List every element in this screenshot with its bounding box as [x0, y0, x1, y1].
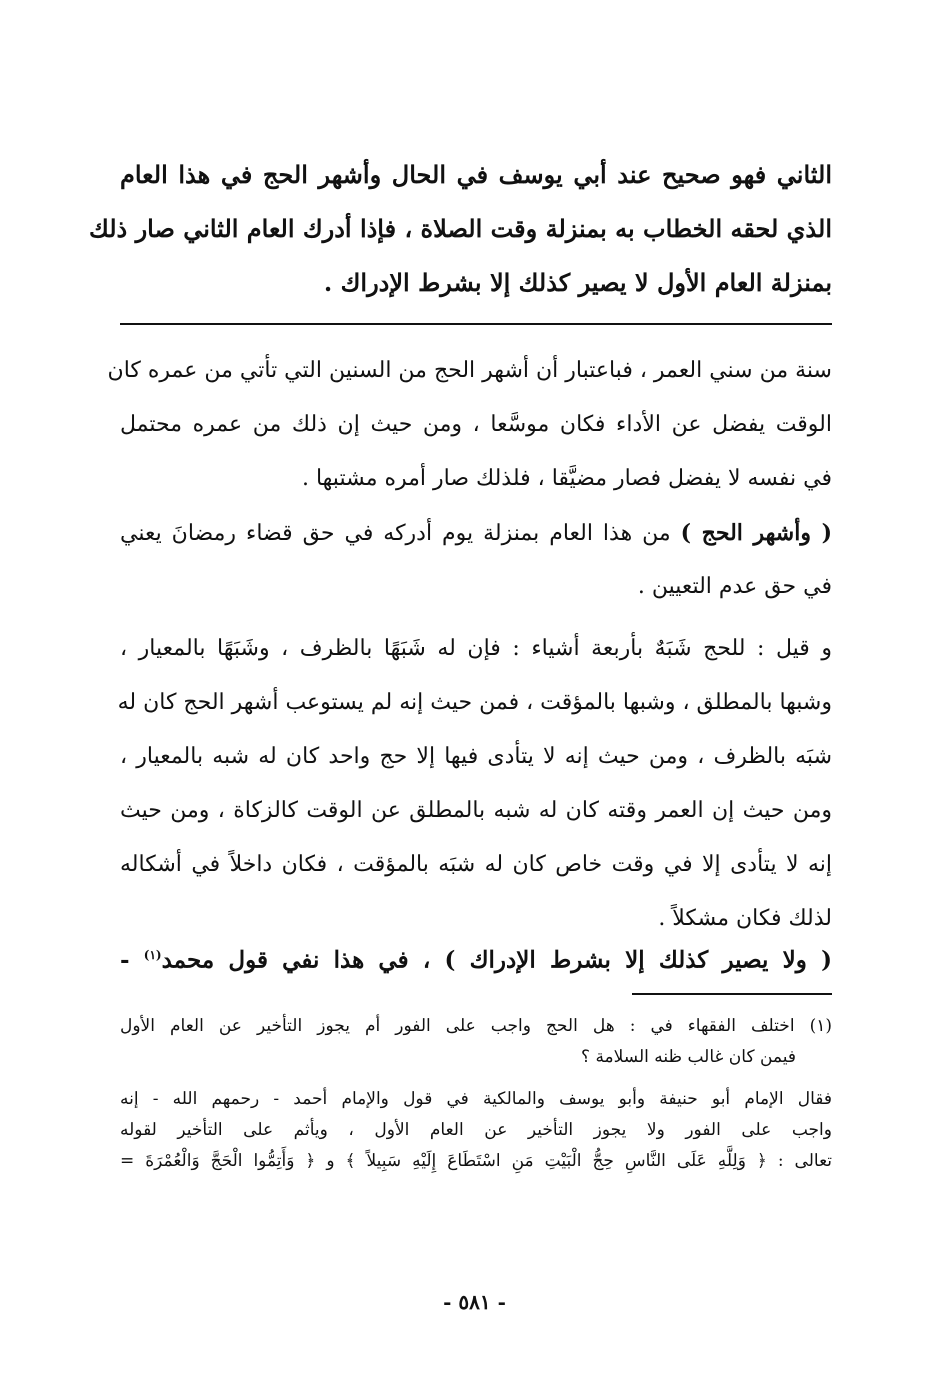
quoted-phrase: ( وأشهر الحج ) — [680, 520, 832, 546]
footnote-reference: (١) — [143, 948, 162, 962]
commentary-line: شبَه بالظرف ، ومن حيث إنه لا يتأدى فيها إلا حج واحد كان له شبه بالمعيار ، — [120, 744, 832, 769]
main-text-line: بمنزلة العام الأول لا يصير كذلك إلا بشرط الإدراك . — [323, 268, 832, 297]
commentary-line: إنه لا يتأدى إلا في وقت خاص كان له شبَه بالمؤقت ، فكان داخلاً في أشكاله — [120, 852, 832, 877]
footnote-text: اختلف الفقهاء في : هل الحج واجب على الفور أم يجوز التأخير عن العام الأول — [120, 1016, 795, 1036]
commentary-line: سنة من سني العمر ، فباعتبار أن أشهر الحج من السنين التي تأتي من عمره كان — [107, 358, 832, 383]
footnote-line — [120, 1011, 832, 1042]
commentary-text: في هذا نفي قول محمد — [161, 946, 409, 974]
commentary-line: وشبها بالمطلق ، وشبها بالمؤقت ، فمن حيث إنه لم يستوعب أشهر الحج كان له — [117, 690, 832, 715]
page-number: - ٥٨١ - — [443, 1290, 506, 1314]
commentary-paragraph-4 — [120, 928, 832, 982]
commentary-line: الوقت يفضل عن الأداء فكان موسَّعا ، ومن حيث إن ذلك من عمره محتمل — [120, 412, 832, 437]
footnote-paragraph-2 — [120, 1084, 832, 1177]
footnote-paragraph-1 — [120, 1011, 832, 1073]
quoted-phrase: ( ولا يصير كذلك إلا بشرط الإدراك ) ، — [422, 946, 832, 974]
trailing-dash: - — [120, 946, 130, 974]
main-text-line: الذي لحقه الخطاب به بمنزلة وقت الصلاة ، فإذا أدرك العام الثاني صار ذلك — [88, 214, 832, 243]
commentary-line: في نفسه لا يفضل فصار مضيَّقا ، فلذلك صار أمره مشتبها . — [301, 466, 832, 491]
commentary-line: في حق عدم التعيين . — [637, 574, 832, 599]
footnote-number: (١) — [809, 1016, 833, 1036]
footnote-line: فيمن كان غالب ظنه السلامة ؟ — [581, 1047, 796, 1067]
commentary-line: لذلك فكان مشكلاً . — [658, 906, 832, 931]
main-text-line: الثاني فهو صحيح عند أبي يوسف في الحال وأشهر الحج في هذا العام — [120, 160, 832, 189]
commentary-paragraph-2 — [120, 506, 832, 614]
commentary-paragraph-1 — [107, 344, 832, 506]
footnote-divider — [632, 993, 832, 995]
commentary-text: من هذا العام بمنزلة يوم أدركه في حق قضاء رمضانَ يعني — [120, 521, 671, 546]
main-text — [88, 148, 832, 310]
footnote-line: فقال الإمام أبو حنيفة وأبو يوسف والمالكية في قول والإمام أحمد - رحمهم الله - إنه — [120, 1089, 832, 1109]
commentary-line: و قيل : للحج شَبَهٌ بأربعة أشياء : فإن له شَبَهًا بالظرف ، وشَبَهًا بالمعيار ، — [120, 636, 832, 661]
footnote-line: واجب على الفور ولا يجوز التأخير عن العام الأول ، ويأثم على التأخير لقوله — [120, 1120, 832, 1140]
commentary-paragraph-3 — [117, 622, 832, 946]
footnote-line: تعالى : ﴿ وَلِلَّهِ عَلَى النَّاسِ حِجُّ الْبَيْتِ مَنِ اسْتَطَاعَ إِلَيْهِ سَبِيلاً ﴾ و ﴿ وَأَتِمُّوا الْحَجَّ وَالْعُمْرَةَ = — [120, 1151, 832, 1171]
commentary-line — [120, 506, 832, 560]
main-text-divider — [120, 323, 832, 325]
commentary-line: ومن حيث إن العمر وقته كان له شبه بالمطلق عن الوقت كالزكاة ، ومن حيث — [120, 798, 832, 823]
commentary-line — [120, 928, 832, 982]
